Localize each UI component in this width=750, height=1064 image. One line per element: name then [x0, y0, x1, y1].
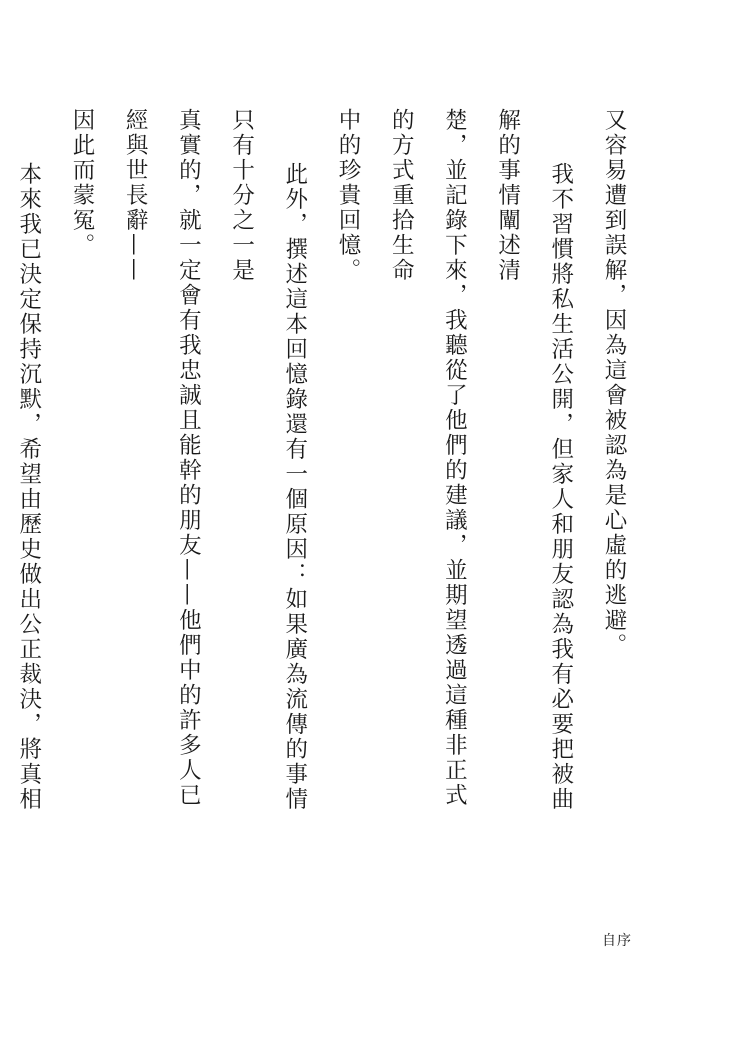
text-column-5 — [214, 108, 320, 828]
vertical-text-body — [0, 108, 640, 828]
text-column-6 — [108, 108, 214, 828]
column-text: 又容易遭到誤解，因為這會被認為是心虛的逃避。 — [601, 108, 627, 658]
column-text: 我不習慣將私生活公開，但家人和朋友認為我有必要把被曲解的事情闡述清 — [494, 108, 574, 812]
text-column-1 — [587, 108, 640, 828]
text-column-3 — [374, 108, 480, 828]
paragraph-indent — [560, 108, 561, 162]
column-text: 真實的，就一定會有我忠誠且能幹的朋友——他們中的許多人已經與世長辭—— — [122, 108, 202, 808]
column-text: 中的珍貴回憶。 — [334, 108, 361, 283]
text-column-4 — [321, 108, 374, 828]
paragraph-indent — [28, 108, 29, 162]
column-text: 此外，撰述這本回憶錄還有一個原因：如果廣為流傳的事情只有十分之一是 — [228, 108, 308, 812]
text-column-2 — [480, 108, 586, 828]
text-column-7 — [55, 108, 108, 828]
paragraph-indent — [294, 108, 295, 162]
column-text: 因此而蒙冤。 — [68, 108, 95, 258]
column-text: 楚，並記錄下來，我聽從了他們的建議，並期望透過這種非正式的方式重拾生命 — [388, 108, 468, 808]
running-footer-preface: 自序 — [602, 933, 632, 949]
text-column-8 — [0, 108, 55, 828]
column-text: 本來我已決定保持沉默，希望由歷史做出公正裁決，將真相 — [15, 162, 42, 812]
